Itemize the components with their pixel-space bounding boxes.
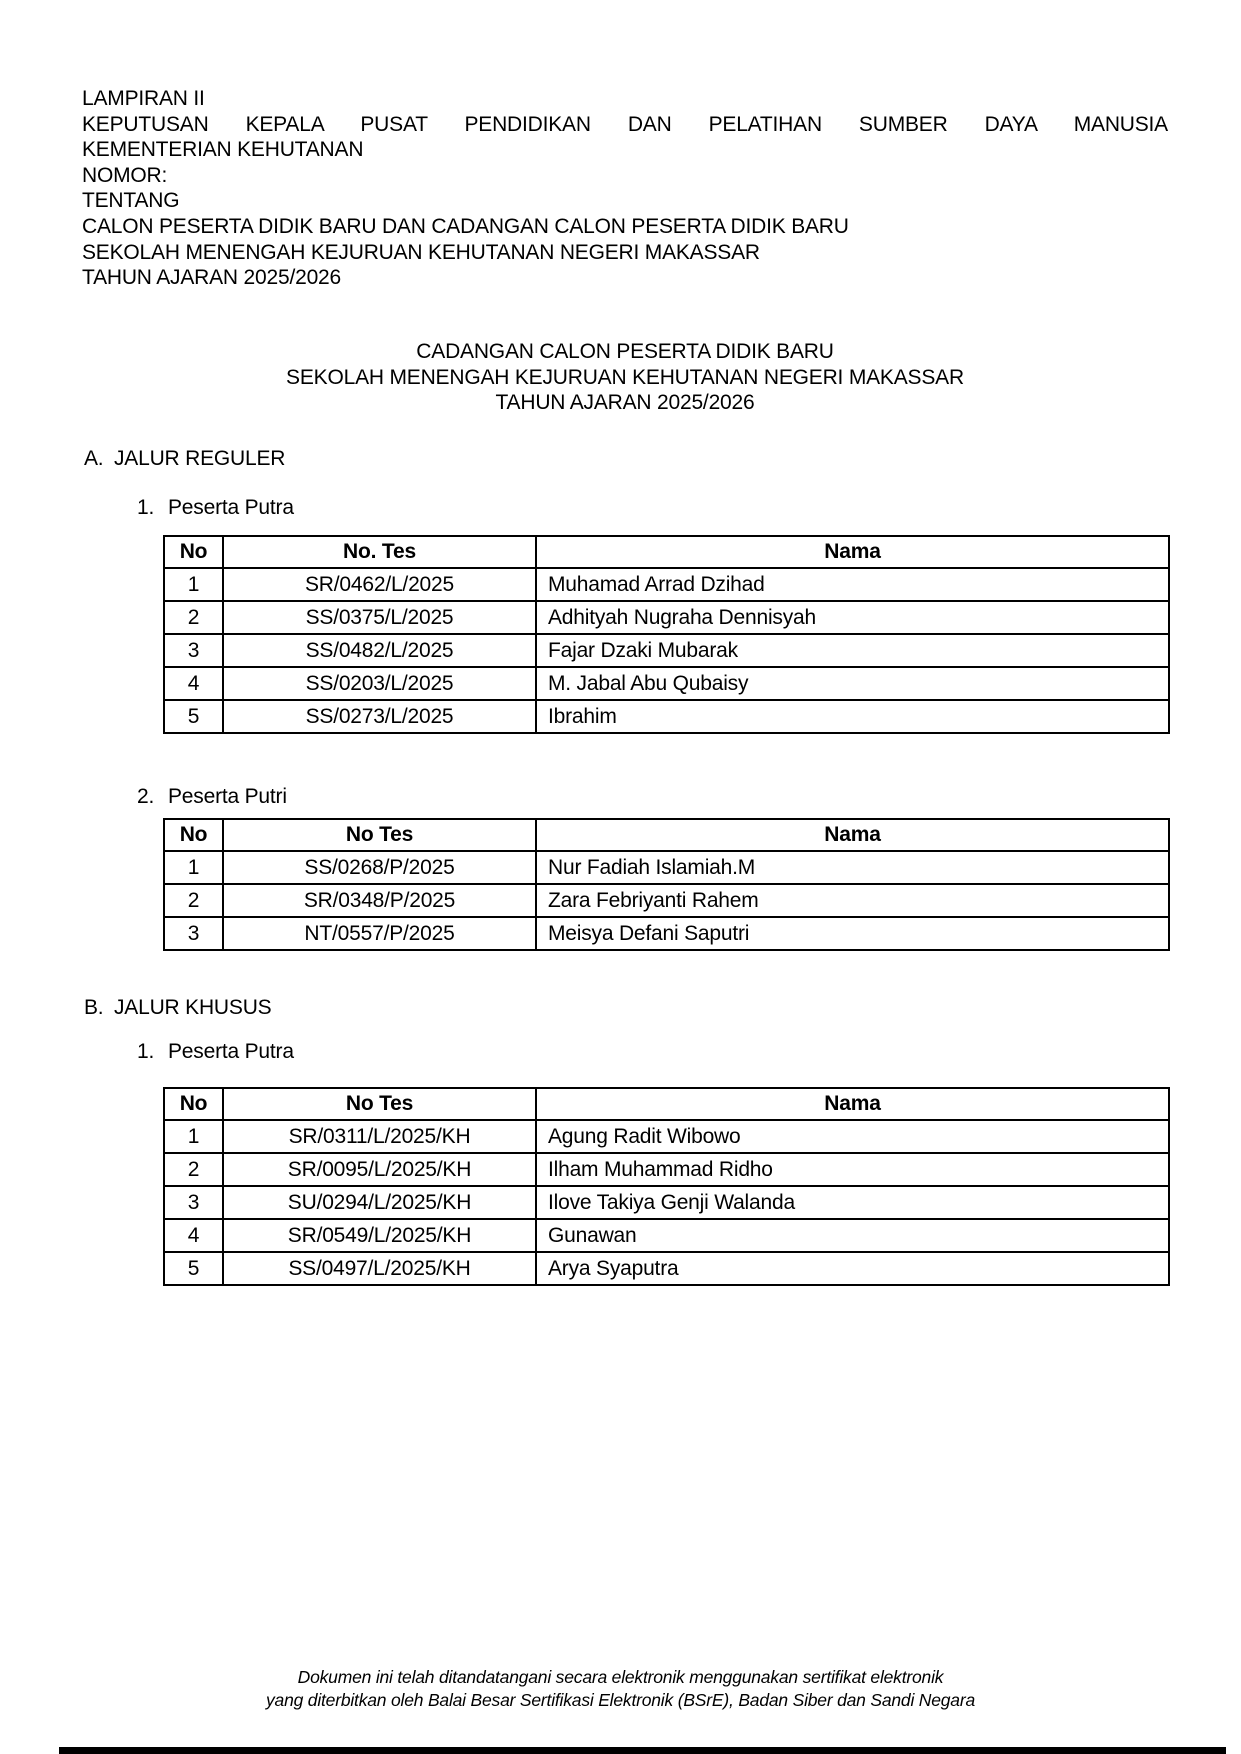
col-header-nama: Nama — [536, 536, 1169, 568]
subsection-label: Peserta Putra — [168, 496, 294, 519]
electronic-signature-notice — [0, 1666, 1241, 1712]
cell-no-tes: SR/0311/L/2025/KH — [223, 1120, 536, 1153]
cell-nama: Ilham Muhammad Ridho — [536, 1153, 1169, 1186]
header-line-tahun: TAHUN AJARAN 2025/2026 — [82, 266, 342, 290]
cell-no: 2 — [164, 601, 223, 634]
col-header-no: No — [164, 536, 223, 568]
cell-no-tes: NT/0557/P/2025 — [223, 917, 536, 950]
cell-nama: M. Jabal Abu Qubaisy — [536, 667, 1169, 700]
cell-no-tes: SS/0203/L/2025 — [223, 667, 536, 700]
section-heading-jalur-reguler — [84, 446, 285, 471]
subsection-marker: 2. — [137, 785, 155, 808]
cell-no: 2 — [164, 1153, 223, 1186]
section-heading-jalur-khusus — [84, 995, 271, 1020]
section-label: JALUR KHUSUS — [114, 996, 272, 1019]
table-row — [164, 667, 1169, 700]
subsection-khusus-peserta-putra — [137, 1039, 294, 1064]
cell-no-tes: SS/0268/P/2025 — [223, 851, 536, 884]
signature-notice-line: Dokumen ini telah ditandatangani secara elektronik menggunakan sertifikat elektronik — [297, 1667, 944, 1687]
col-header-no: No — [164, 1088, 223, 1120]
cell-nama: Meisya Defani Saputri — [536, 917, 1169, 950]
col-header-no: No — [164, 819, 223, 851]
col-header-no-tes: No Tes — [223, 1088, 536, 1120]
table-row — [164, 1252, 1169, 1285]
col-header-no-tes: No Tes — [223, 819, 536, 851]
cell-no: 1 — [164, 851, 223, 884]
cell-nama: Arya Syaputra — [536, 1252, 1169, 1285]
table-header-row — [164, 819, 1169, 851]
subsection-label: Peserta Putri — [168, 785, 287, 808]
table-header-row — [164, 536, 1169, 568]
cell-nama: Muhamad Arrad Dzihad — [536, 568, 1169, 601]
title-line-sekolah: SEKOLAH MENENGAH KEJURUAN KEHUTANAN NEGERI MAKASSAR — [286, 365, 964, 389]
cell-no-tes: SS/0273/L/2025 — [223, 700, 536, 733]
cell-no: 5 — [164, 1252, 223, 1285]
table-row — [164, 601, 1169, 634]
table-row — [164, 634, 1169, 667]
table-row — [164, 1153, 1169, 1186]
col-header-nama: Nama — [536, 819, 1169, 851]
table-row — [164, 917, 1169, 950]
subsection-label: Peserta Putra — [168, 1040, 294, 1063]
subsection-marker: 1. — [137, 1040, 155, 1063]
title-line-tahun: TAHUN AJARAN 2025/2026 — [495, 391, 755, 415]
page-bottom-bar — [59, 1747, 1226, 1754]
section-marker: B. — [84, 996, 104, 1019]
col-header-nama: Nama — [536, 1088, 1169, 1120]
table-header-row — [164, 1088, 1169, 1120]
table-khusus-putra — [163, 1087, 1170, 1286]
document-title — [82, 339, 1168, 416]
col-header-no-tes: No. Tes — [223, 536, 536, 568]
cell-no-tes: SR/0348/P/2025 — [223, 884, 536, 917]
cell-no: 1 — [164, 568, 223, 601]
document-header — [82, 86, 1168, 291]
cell-nama: Fajar Dzaki Mubarak — [536, 634, 1169, 667]
cell-no-tes: SU/0294/L/2025/KH — [223, 1186, 536, 1219]
cell-no-tes: SR/0095/L/2025/KH — [223, 1153, 536, 1186]
cell-no-tes: SS/0375/L/2025 — [223, 601, 536, 634]
cell-no-tes: SR/0549/L/2025/KH — [223, 1219, 536, 1252]
cell-no: 3 — [164, 917, 223, 950]
table-row — [164, 568, 1169, 601]
table-reguler-putri — [163, 818, 1170, 951]
table-reguler-putra — [163, 535, 1170, 734]
header-line-nomor: NOMOR: — [82, 163, 168, 187]
subsection-marker: 1. — [137, 496, 155, 519]
cell-no-tes: SS/0497/L/2025/KH — [223, 1252, 536, 1285]
subsection-reguler-peserta-putra — [137, 495, 294, 520]
table-row — [164, 884, 1169, 917]
cell-nama: Zara Febriyanti Rahem — [536, 884, 1169, 917]
header-line-lampiran: LAMPIRAN II — [82, 87, 205, 110]
cell-no: 3 — [164, 634, 223, 667]
title-line-cadangan: CADANGAN CALON PESERTA DIDIK BARU — [416, 340, 834, 363]
table-row — [164, 700, 1169, 733]
cell-nama: Adhityah Nugraha Dennisyah — [536, 601, 1169, 634]
cell-no: 5 — [164, 700, 223, 733]
subsection-reguler-peserta-putri — [137, 784, 287, 809]
cell-nama: Nur Fadiah Islamiah.M — [536, 851, 1169, 884]
section-marker: A. — [84, 447, 104, 470]
cell-no-tes: SS/0482/L/2025 — [223, 634, 536, 667]
table-row — [164, 1219, 1169, 1252]
cell-nama: Agung Radit Wibowo — [536, 1120, 1169, 1153]
header-line-sekolah: SEKOLAH MENENGAH KEJURUAN KEHUTANAN NEGERI MAKASSAR — [82, 240, 760, 264]
header-line-tentang: TENTANG — [82, 189, 180, 213]
cell-nama: Gunawan — [536, 1219, 1169, 1252]
header-line-keputusan: KEPUTUSAN KEPALA PUSAT PENDIDIKAN DAN PELATIHAN SUMBER DAYA MANUSIA — [82, 112, 1168, 136]
cell-no: 4 — [164, 667, 223, 700]
table-row — [164, 851, 1169, 884]
table-row — [164, 1120, 1169, 1153]
cell-no: 4 — [164, 1219, 223, 1252]
cell-nama: Ibrahim — [536, 700, 1169, 733]
cell-no-tes: SR/0462/L/2025 — [223, 568, 536, 601]
section-label: JALUR REGULER — [114, 447, 286, 470]
cell-no: 3 — [164, 1186, 223, 1219]
header-line-kementerian: KEMENTERIAN KEHUTANAN — [82, 138, 364, 162]
table-row — [164, 1186, 1169, 1219]
header-line-calon: CALON PESERTA DIDIK BARU DAN CADANGAN CALON PESERTA DIDIK BARU — [82, 214, 849, 238]
cell-no: 1 — [164, 1120, 223, 1153]
cell-nama: Ilove Takiya Genji Walanda — [536, 1186, 1169, 1219]
cell-no: 2 — [164, 884, 223, 917]
signature-notice-line: yang diterbitkan oleh Balai Besar Sertifikasi Elektronik (BSrE), Badan Siber dan Sandi Negara — [265, 1690, 975, 1710]
